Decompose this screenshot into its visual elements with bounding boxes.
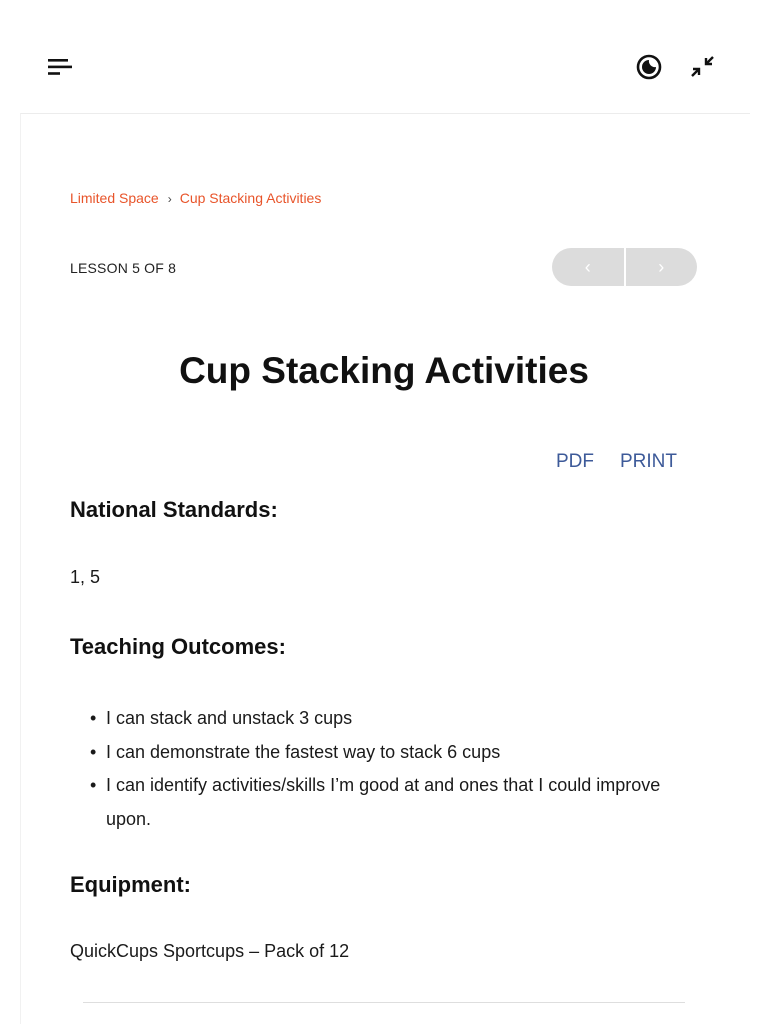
teaching-outcomes-list	[90, 702, 690, 836]
lesson-counter: LESSON 5 OF 8	[70, 260, 177, 276]
bullet-icon: •	[90, 708, 97, 728]
outcome-text: I can demonstrate the fastest way to stack 6 cups	[106, 741, 501, 762]
equipment-heading: Equipment:	[70, 872, 191, 897]
bullet-icon: •	[90, 775, 97, 795]
breadcrumb	[70, 190, 321, 206]
teaching-outcomes-heading: Teaching Outcomes:	[70, 634, 286, 659]
next-lesson-button[interactable]: ›	[658, 256, 665, 277]
bullet-icon: •	[90, 741, 97, 762]
moon-icon[interactable]	[634, 52, 664, 82]
lesson-nav	[552, 248, 697, 286]
breadcrumb-link-cup-stacking[interactable]: Cup Stacking Activities	[179, 190, 322, 206]
list-item	[90, 702, 690, 736]
equipment-value: QuickCups Sportcups – Pack of 12	[70, 941, 350, 961]
lesson-actions	[556, 451, 677, 473]
page-title: Cup Stacking Activities	[179, 350, 589, 391]
hamburger-menu-icon[interactable]	[44, 52, 76, 82]
list-item	[90, 769, 690, 836]
pdf-link[interactable]: PDF	[556, 451, 594, 472]
breadcrumb-separator: ›	[167, 192, 172, 206]
top-bar	[0, 0, 768, 114]
print-link[interactable]: PRINT	[620, 451, 677, 472]
outcome-text: I can stack and unstack 3 cups	[106, 708, 353, 728]
list-item	[90, 736, 690, 770]
divider	[83, 1002, 685, 1003]
national-standards-heading: National Standards:	[70, 497, 278, 522]
collapse-arrows-icon[interactable]	[688, 52, 718, 82]
breadcrumb-link-limited-space[interactable]: Limited Space	[70, 190, 159, 206]
national-standards-value: 1, 5	[70, 567, 101, 587]
outcome-text: I can identify activities/skills I’m good at and ones that I could improve upon.	[106, 775, 661, 829]
previous-lesson-button[interactable]: ‹	[584, 256, 591, 277]
